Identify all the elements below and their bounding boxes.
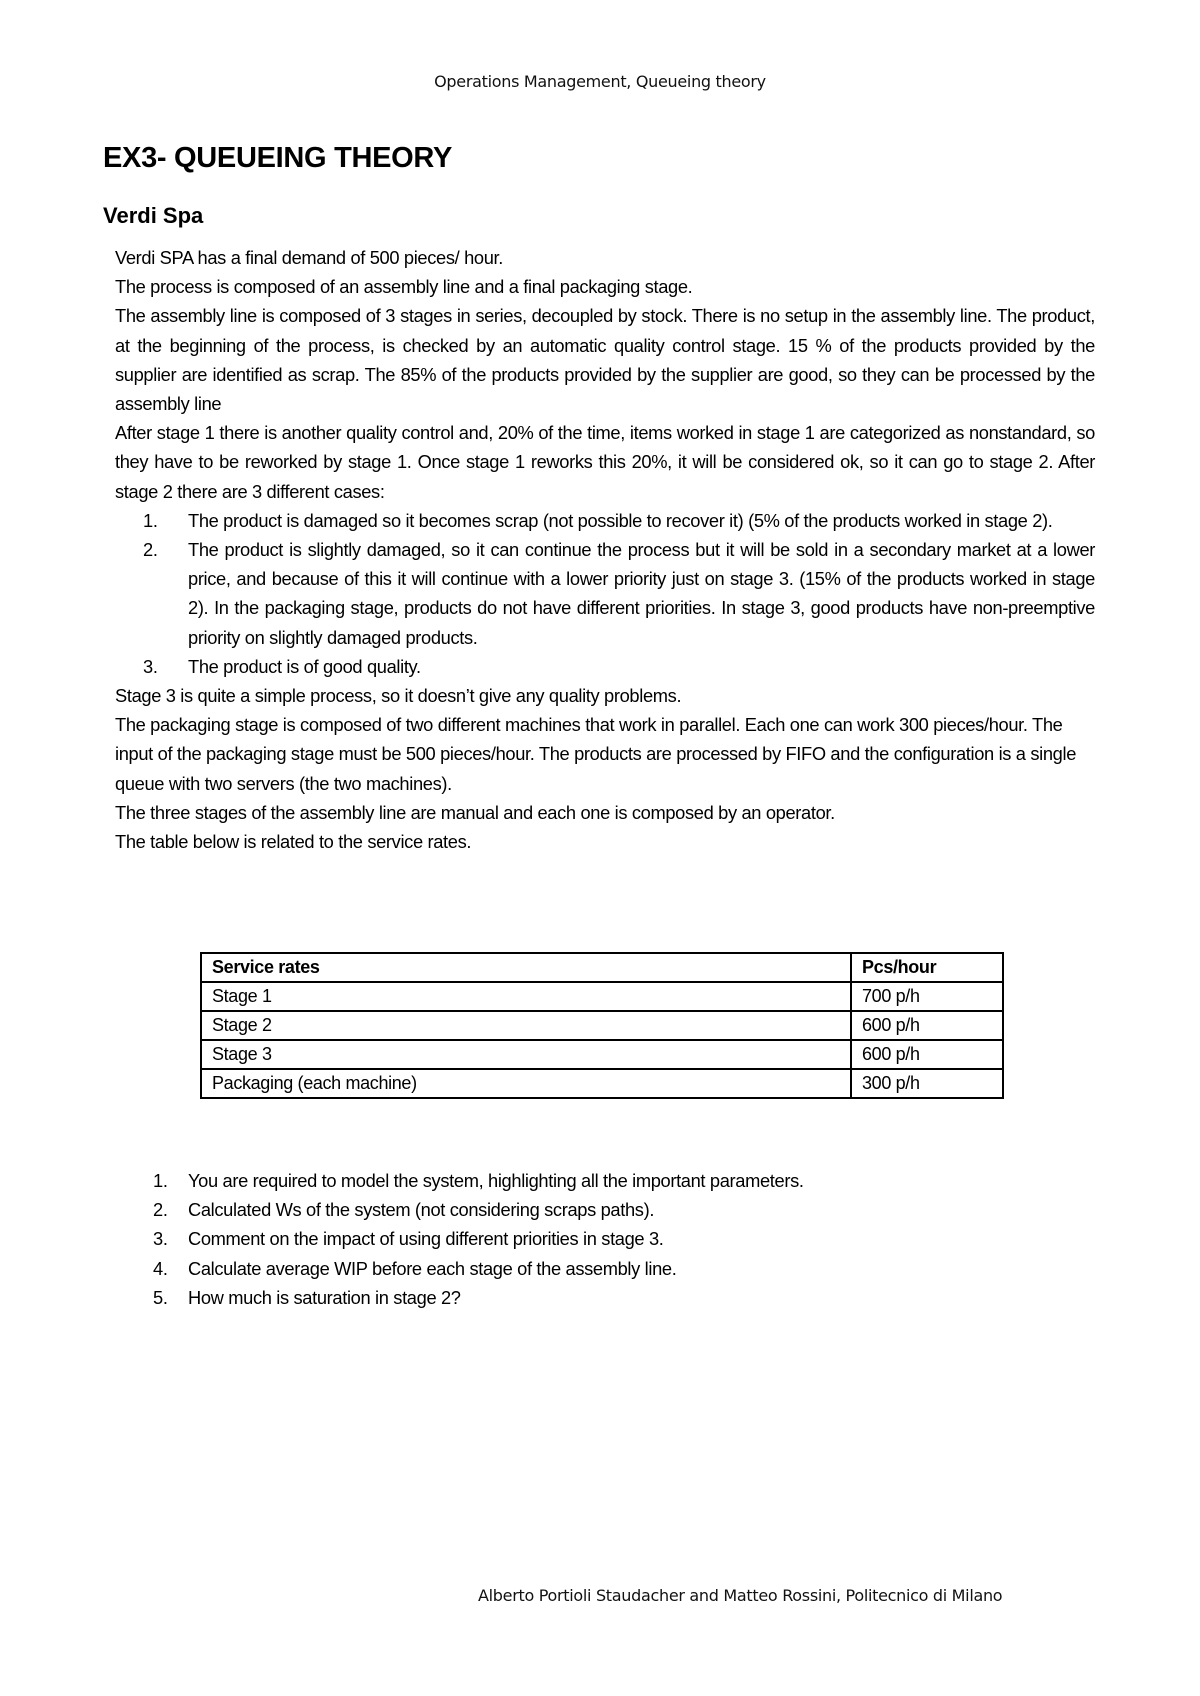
case-number: 3.: [143, 655, 158, 677]
page-header: Operations Management, Queueing theory: [434, 72, 766, 91]
table-row: [201, 1011, 1003, 1040]
intro-paragraph: After stage 1 there is another quality control and, 20% of the time, items worked in stage 1 are categorized as nonstandard, so they have to be reworked by stage 1. Once stage 1 reworks this 20%, it will be considered ok, so it can go to stage 2. After stage 2 there are 3 different cases:: [115, 422, 1095, 502]
question-item: [115, 1166, 1095, 1195]
question-number: 4.: [153, 1257, 168, 1279]
section-title: Verdi Spa: [103, 203, 204, 228]
question-number: 5.: [153, 1286, 168, 1308]
rate-cell: 300 p/h: [851, 1069, 1003, 1098]
rate-cell: 600 p/h: [851, 1011, 1003, 1040]
question-text: Comment on the impact of using different priorities in stage 3.: [188, 1228, 664, 1250]
column-header-pcs-hour: Pcs/hour: [851, 953, 1003, 982]
question-item: [115, 1195, 1095, 1224]
table-row: [201, 1040, 1003, 1069]
case-text: The product is damaged so it becomes scrap (not possible to recover it) (5% of the products worked in stage 2).: [188, 509, 1053, 531]
stage-name-cell: Stage 1: [201, 982, 851, 1011]
problem-statement: [115, 243, 1095, 856]
intro-paragraph: Verdi SPA has a final demand of 500 pieces/ hour.: [115, 247, 504, 268]
stage-name-cell: Packaging (each machine): [201, 1069, 851, 1098]
questions-list: [115, 1166, 1095, 1312]
case-text: The product is slightly damaged, so it can continue the process but it will be sold in a secondary market at a lower price, and because of this it will continue with a lower priority just on stage 3. (15% of the products worked in stage 2). In the packaging stage, products do not have different priorities. In stage 3, good products have non-preemptive priority on slightly damaged products.: [188, 539, 1095, 648]
case-item: [115, 535, 1095, 652]
body-paragraph: The packaging stage is composed of two different machines that work in parallel. Each one can work 300 pieces/hour. The input of the packaging stage must be 500 pieces/hour. The products are processed by FIFO and the configuration is a single queue with two servers (the two machines).: [115, 714, 1077, 794]
rate-cell: 700 p/h: [851, 982, 1003, 1011]
case-text: The product is of good quality.: [188, 655, 421, 677]
cases-list: [115, 506, 1095, 681]
question-text: Calculated Ws of the system (not considering scraps paths).: [188, 1199, 655, 1221]
stage-name-cell: Stage 2: [201, 1011, 851, 1040]
stage-name-cell: Stage 3: [201, 1040, 851, 1069]
question-number: 3.: [153, 1228, 168, 1250]
question-text: You are required to model the system, highlighting all the important parameters.: [188, 1170, 804, 1191]
case-item: [115, 652, 1095, 681]
case-number: 1.: [143, 509, 158, 531]
document-title: EX3- QUEUEING THEORY: [103, 142, 453, 174]
question-number: 1.: [153, 1170, 168, 1191]
body-paragraph: The three stages of the assembly line are manual and each one is composed by an operator.: [115, 801, 835, 823]
page-footer: Alberto Portioli Staudacher and Matteo Rossini, Politecnico di Milano: [478, 1586, 1003, 1605]
question-item: [115, 1224, 1095, 1253]
case-number: 2.: [143, 539, 158, 561]
body-paragraph: The table below is related to the service rates.: [115, 831, 472, 853]
table-row: [201, 1069, 1003, 1098]
question-item: [115, 1283, 1095, 1312]
question-number: 2.: [153, 1199, 168, 1221]
intro-paragraph: The assembly line is composed of 3 stages in series, decoupled by stock. There is no setup in the assembly line. The product, at the beginning of the process, is checked by an automatic quality control stage. 15 % of the products provided by the supplier are identified as scrap. The 85% of the products provided by the supplier are good, so they can be processed by the assembly line: [115, 305, 1095, 415]
column-header-service-rates: Service rates: [201, 953, 851, 982]
table-row: [201, 982, 1003, 1011]
body-paragraph: Stage 3 is quite a simple process, so it doesn’t give any quality problems.: [115, 685, 682, 707]
service-rates-table: [200, 952, 1004, 1099]
case-item: [115, 506, 1095, 535]
rate-cell: 600 p/h: [851, 1040, 1003, 1069]
table-header-row: [201, 953, 1003, 982]
question-text: Calculate average WIP before each stage of the assembly line.: [188, 1257, 677, 1279]
question-text: How much is saturation in stage 2?: [188, 1286, 461, 1308]
question-item: [115, 1254, 1095, 1283]
intro-paragraph: The process is composed of an assembly line and a final packaging stage.: [115, 276, 693, 298]
